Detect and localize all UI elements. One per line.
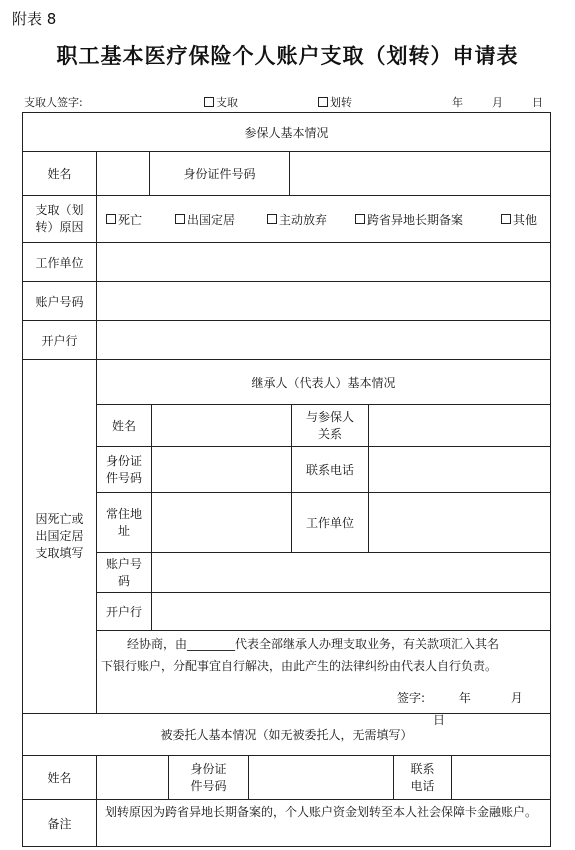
form-title: 职工基本医疗保险个人账户支取（划转）申请表 xyxy=(56,43,519,68)
insured-name-label: 姓名 xyxy=(23,151,96,195)
delegate-name-field[interactable] xyxy=(96,755,168,799)
day-label: 日 xyxy=(532,96,543,109)
heir-bank-field[interactable] xyxy=(151,592,550,630)
insured-id-field[interactable] xyxy=(289,151,550,195)
reason-option-cross-province[interactable]: 跨省异地长期备案 xyxy=(355,196,463,242)
statement-line-2: 下银行账户，分配事宜自行解决，由此产生的法律纠纷由代表人自行负责。 xyxy=(101,659,498,673)
heir-relation-field[interactable] xyxy=(368,404,550,446)
delegate-name-label: 姓名 xyxy=(23,755,96,799)
heir-relation-label: 与参保人关系 xyxy=(291,404,368,446)
reason-option-death[interactable]: 死亡 xyxy=(106,196,142,242)
heir-name-field[interactable] xyxy=(151,404,291,446)
remark-text: 划转原因为跨省异地长期备案的，个人账户资金划转至本人社会保障卡金融账户。 xyxy=(105,805,538,819)
reason-option-emigration[interactable]: 出国定居 xyxy=(175,196,235,242)
signer-line xyxy=(24,94,551,112)
reason-label: 支取（划转）原因 xyxy=(23,195,96,242)
insured-id-label: 身份证件号码 xyxy=(149,151,289,195)
year-label: 年 xyxy=(452,96,463,109)
checkbox-icon[interactable] xyxy=(175,214,185,224)
insured-bank-field[interactable] xyxy=(96,320,550,359)
statement-month-label: 月 xyxy=(510,691,523,705)
insured-employer-label: 工作单位 xyxy=(23,242,96,281)
attachment-number: 附表 8 xyxy=(12,10,57,28)
heir-employer-label: 工作单位 xyxy=(291,492,368,552)
statement-sign-label: 签字: xyxy=(397,691,426,705)
reason-options xyxy=(96,195,550,242)
heir-account-label: 账户号码 xyxy=(96,552,151,592)
heir-address-label: 常住地址 xyxy=(96,492,151,552)
heir-id-field[interactable] xyxy=(151,446,291,492)
checkbox-icon[interactable] xyxy=(355,214,365,224)
delegate-id-field[interactable] xyxy=(248,755,393,799)
statement-day-label: 日 xyxy=(433,713,446,727)
delegate-phone-field[interactable] xyxy=(451,755,550,799)
reason-option-other[interactable]: 其他 xyxy=(501,196,537,242)
heir-side-label: 因死亡或出国定居支取填写 xyxy=(23,359,96,713)
insured-section-title: 参保人基本情况 xyxy=(244,125,329,140)
delegate-section-title: 被委托人基本情况（如无被委托人，无需填写） xyxy=(23,713,550,755)
delegate-phone-label: 联系电话 xyxy=(393,755,451,799)
insured-bank-label: 开户行 xyxy=(23,320,96,359)
insured-account-field[interactable] xyxy=(96,281,550,320)
heir-account-field[interactable] xyxy=(151,552,550,592)
checkbox-icon[interactable] xyxy=(318,97,328,107)
heir-section-title: 继承人（代表人）基本情况 xyxy=(96,359,550,404)
signer-label: 支取人签字: xyxy=(24,96,83,109)
checkbox-icon[interactable] xyxy=(267,214,277,224)
delegate-id-label: 身份证件号码 xyxy=(168,755,248,799)
withdraw-option[interactable]: 支取 xyxy=(204,94,238,110)
statement-line-1: 经协商，由________代表全部继承人办理支取业务，有关款项汇入其名 xyxy=(127,637,500,651)
heir-bank-label: 开户行 xyxy=(96,592,151,630)
transfer-option[interactable]: 划转 xyxy=(318,94,352,110)
insured-name-field[interactable] xyxy=(96,151,149,195)
insured-employer-field[interactable] xyxy=(96,242,550,281)
remark-label: 备注 xyxy=(23,799,96,846)
remark-box xyxy=(96,799,550,846)
heir-employer-field[interactable] xyxy=(368,492,550,552)
reason-option-voluntary[interactable]: 主动放弃 xyxy=(267,196,327,242)
checkbox-icon[interactable] xyxy=(204,97,214,107)
heir-name-label: 姓名 xyxy=(96,404,151,446)
checkbox-icon[interactable] xyxy=(106,214,116,224)
heir-phone-field[interactable] xyxy=(368,446,550,492)
heir-statement-box xyxy=(96,630,550,727)
checkbox-icon[interactable] xyxy=(501,214,511,224)
heir-address-field[interactable] xyxy=(151,492,291,552)
heir-phone-label: 联系电话 xyxy=(291,446,368,492)
application-form xyxy=(22,112,551,847)
insured-account-label: 账户号码 xyxy=(23,281,96,320)
statement-year-label: 年 xyxy=(458,691,471,705)
heir-id-label: 身份证件号码 xyxy=(96,446,151,492)
month-label: 月 xyxy=(492,96,503,109)
